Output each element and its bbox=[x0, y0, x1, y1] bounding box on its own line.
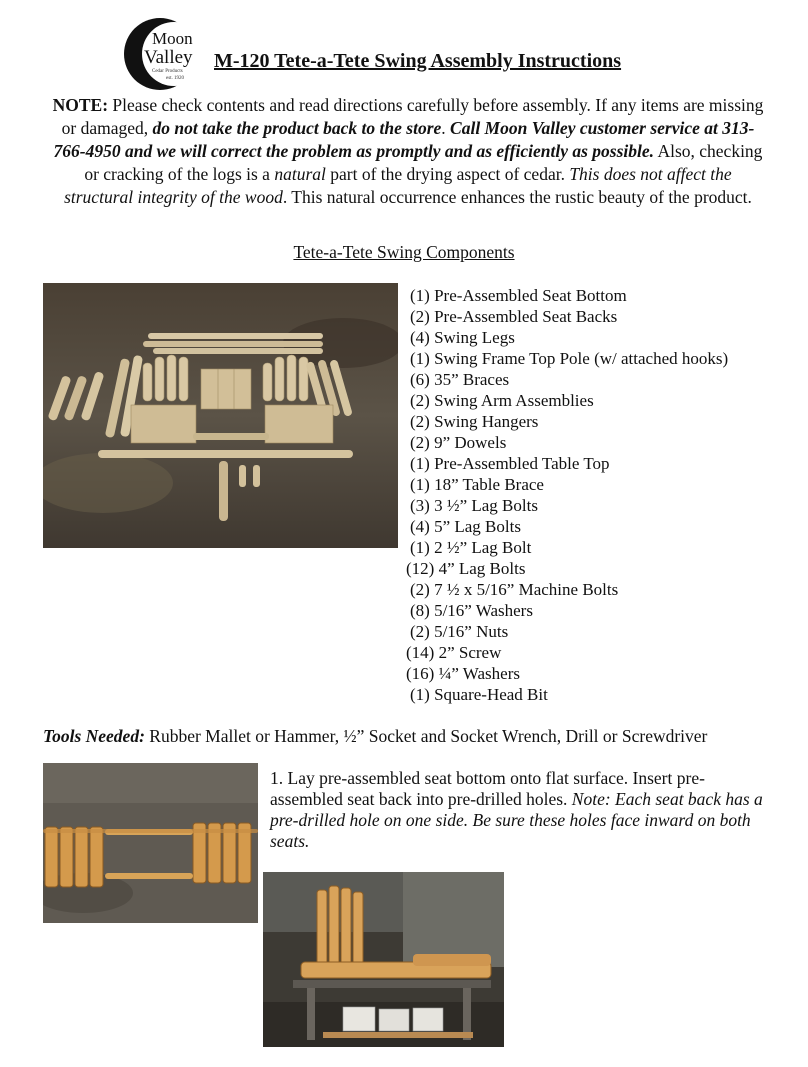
tools-label: Tools Needed: bbox=[43, 726, 145, 746]
list-item: (8) 5/16” Washers bbox=[410, 601, 533, 620]
list-item: (1) Swing Frame Top Pole (w/ attached hooks) bbox=[410, 349, 729, 368]
list-item: (2) 9” Dowels bbox=[410, 433, 507, 452]
logo-est: est. 1920 bbox=[166, 76, 185, 81]
moon-valley-logo bbox=[124, 18, 216, 90]
parts-list bbox=[406, 285, 729, 705]
list-item: (14) 2” Screw bbox=[406, 643, 502, 662]
step1-text: 1. Lay pre-assembled seat bottom onto flat surface. Insert pre-assembled seat back into pre-drilled holes. bbox=[270, 768, 705, 809]
list-item: (3) 3 ½” Lag Bolts bbox=[410, 496, 538, 515]
list-item: (16) ¼” Washers bbox=[406, 664, 520, 683]
logo-line2: Valley bbox=[144, 47, 193, 68]
list-item: (2) Pre-Assembled Seat Backs bbox=[410, 307, 618, 326]
logo-tagline: Cedar Products bbox=[152, 69, 183, 74]
list-item: (12) 4” Lag Bolts bbox=[406, 559, 526, 578]
list-item: (2) Swing Arm Assemblies bbox=[410, 391, 594, 410]
list-item: (4) Swing Legs bbox=[410, 328, 515, 347]
note-label: NOTE: bbox=[52, 95, 109, 115]
list-item: (4) 5” Lag Bolts bbox=[410, 517, 521, 536]
note-warning: do not take the product back to the store bbox=[152, 118, 442, 138]
list-item: (2) Swing Hangers bbox=[410, 412, 539, 431]
list-item: (1) 2 ½” Lag Bolt bbox=[410, 538, 532, 557]
logo-line1: Moon bbox=[152, 29, 193, 48]
note-paragraph: NOTE: Please check contents and read directions carefully before assembly. If any items are missing or damaged, do not take the product back to the store. Call Moon Valley customer service at 313-766-4950 and we will correct the problem as promptly and as efficiently as possible. Also, checking or cracking of the logs is a natural part of the drying aspect of cedar. This does not affect the structural integrity of the wood. This natural occurrence enhances the rustic beauty of the product. bbox=[52, 95, 764, 207]
tools-needed bbox=[43, 726, 707, 747]
components-photo bbox=[43, 283, 398, 548]
note-contact: Call Moon Valley customer service at 313-766-4950 and we will correct the problem as promptly and as efficiently as possible. bbox=[53, 118, 755, 161]
step1-assembled-photo bbox=[263, 872, 504, 1047]
list-item: (1) Square-Head Bit bbox=[410, 685, 548, 704]
list-item: (6) 35” Braces bbox=[410, 370, 510, 389]
list-item: (1) 18” Table Brace bbox=[410, 475, 544, 494]
step1-seat-bottom-photo bbox=[43, 763, 258, 923]
page-title: M-120 Tete-a-Tete Swing Assembly Instructions bbox=[214, 50, 622, 72]
step1-instructions bbox=[270, 768, 770, 852]
list-item: (2) 5/16” Nuts bbox=[410, 622, 509, 641]
components-heading: Tete-a-Tete Swing Components bbox=[293, 242, 515, 262]
tools-text: Rubber Mallet or Hammer, ½” Socket and Socket Wrench, Drill or Screwdriver bbox=[144, 726, 708, 746]
step1-note: Note: Each seat back has a pre-drilled hole on one side. Be sure these holes face inward on both seats. bbox=[270, 789, 763, 851]
list-item: (1) Pre-Assembled Seat Bottom bbox=[410, 286, 627, 305]
list-item: (1) Pre-Assembled Table Top bbox=[410, 454, 610, 473]
list-item: (2) 7 ½ x 5/16” Machine Bolts bbox=[410, 580, 619, 599]
